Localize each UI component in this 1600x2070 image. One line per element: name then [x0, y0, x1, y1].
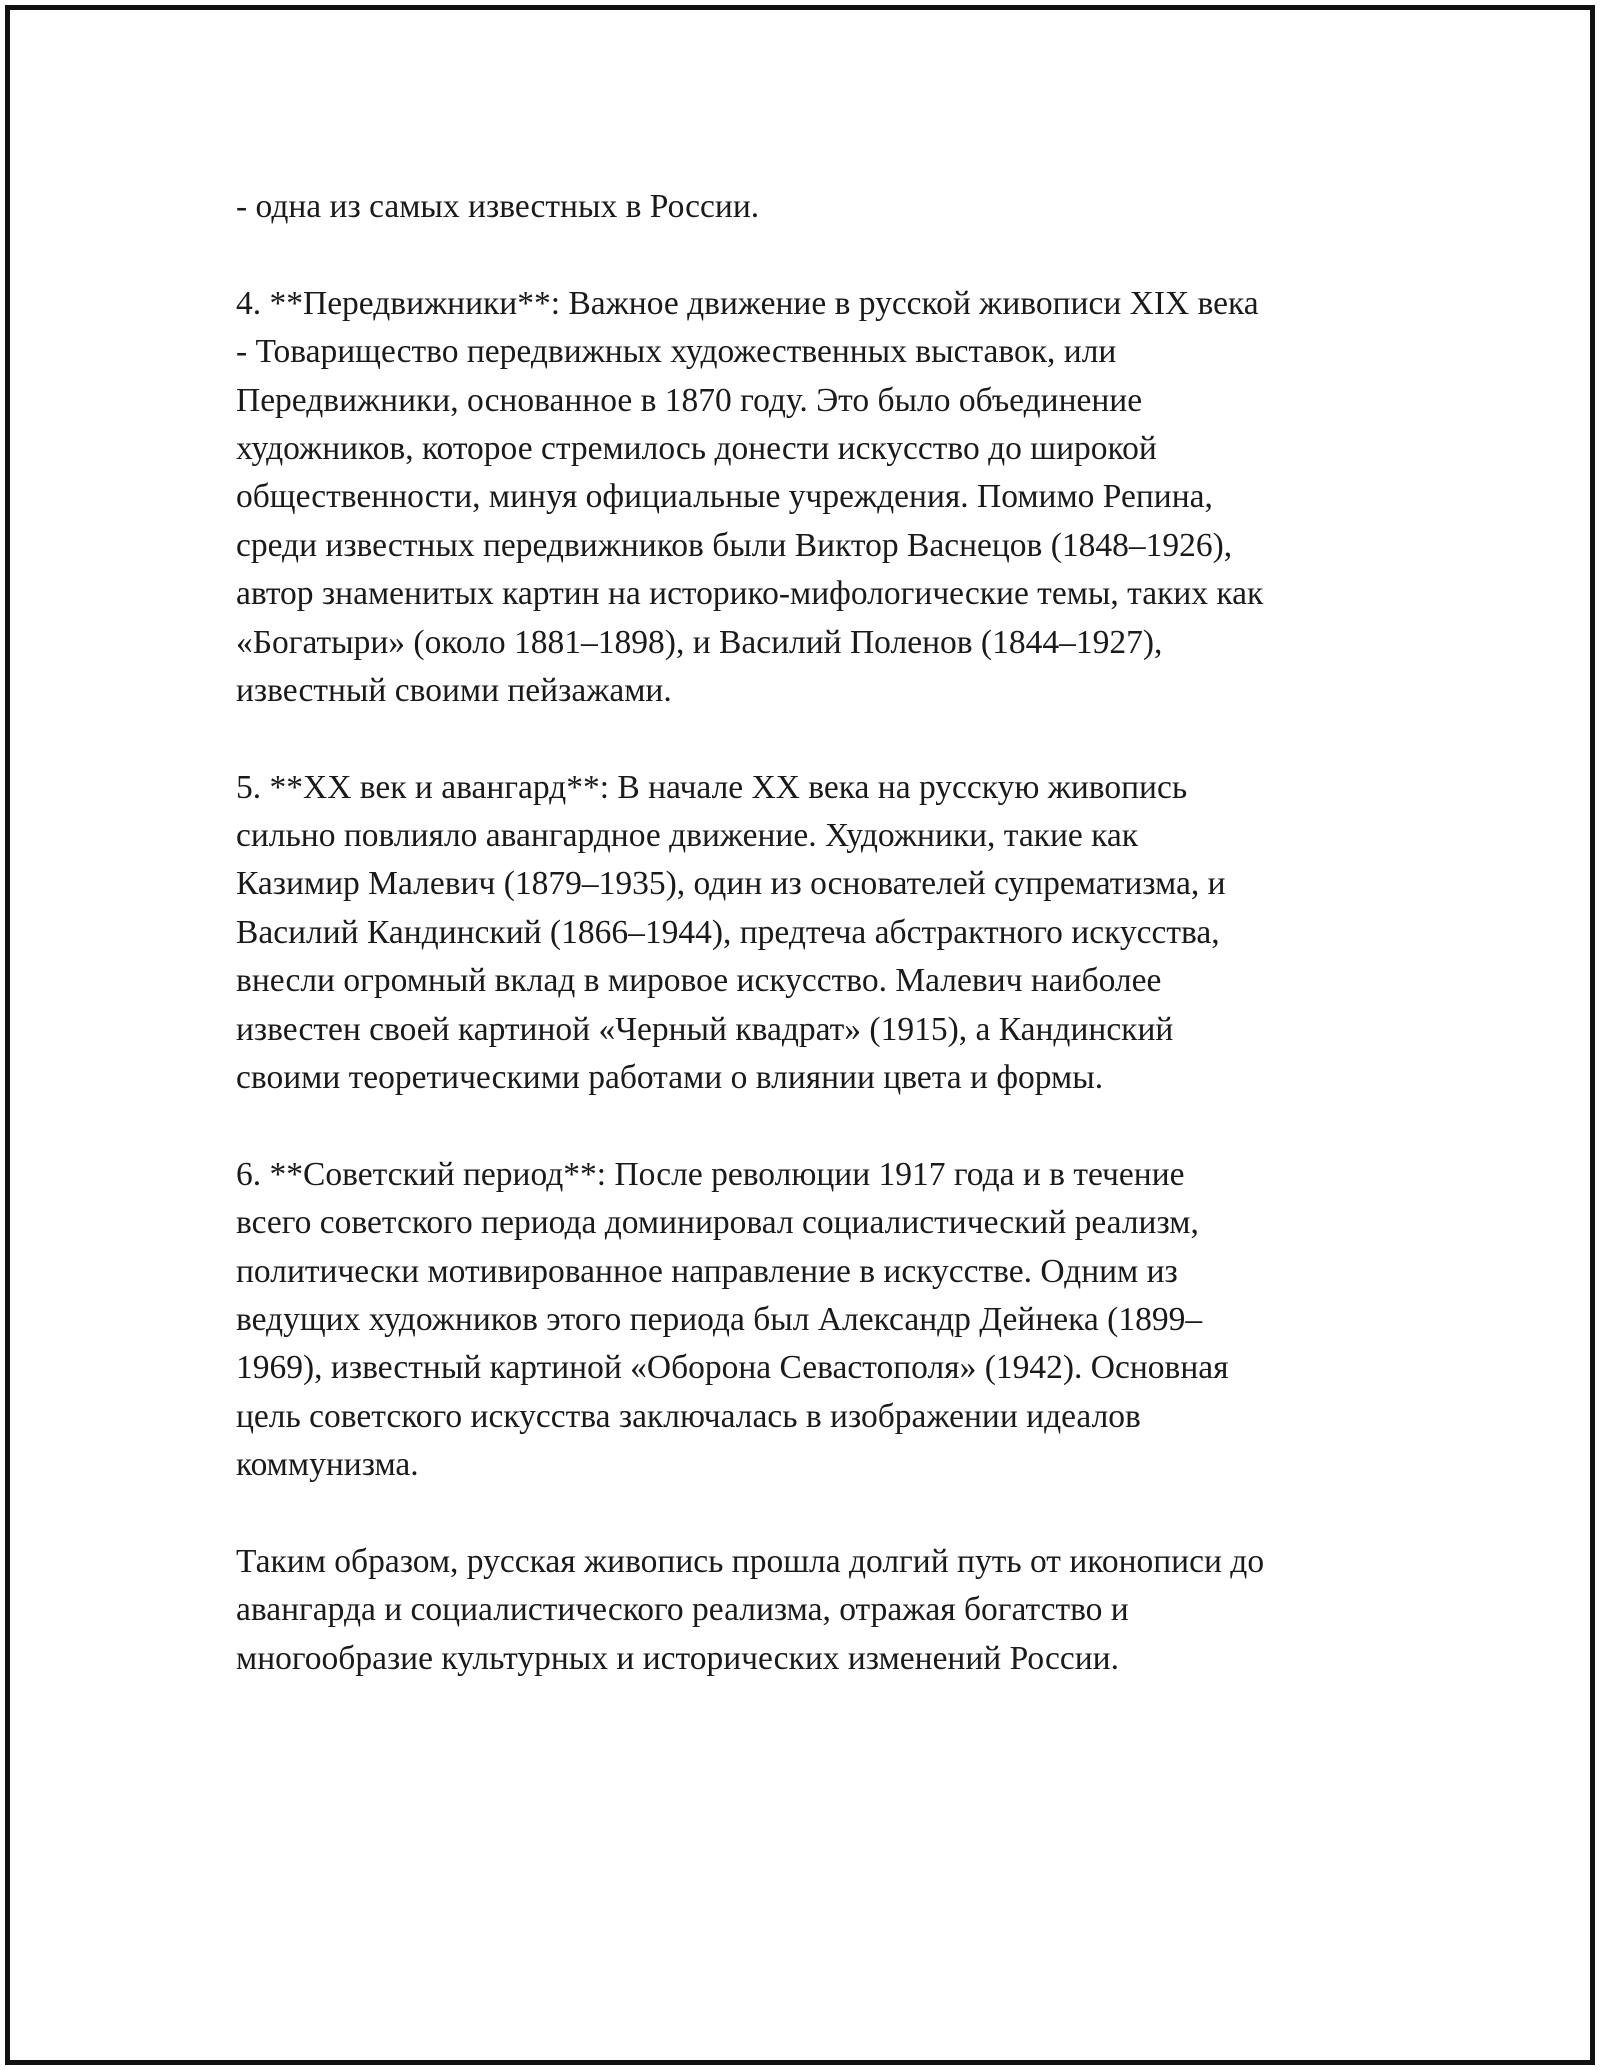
text-line: Казимир Малевич (1879–1935), один из основателей супрематизма, и [236, 865, 1226, 903]
text-line: среди известных передвижников были Виктор Васнецов (1848–1926), [236, 526, 1233, 564]
text-line: 4. **Передвижники**: Важное движение в русской живописи XIX века [236, 284, 1259, 322]
paragraph-gap [236, 1102, 1376, 1150]
paragraph-gap [236, 1490, 1376, 1538]
text-line: Таким образом, русская живопись прошла долгий путь от иконописи до [236, 1542, 1265, 1580]
document-body [236, 183, 1376, 1683]
text-line: Василий Кандинский (1866–1944), предтеча абстрактного искусства, [236, 913, 1220, 951]
text-line: авангарда и социалистического реализма, отражая богатство и [236, 1591, 1129, 1629]
text-line: художников, которое стремилось донести искусство до широкой [236, 429, 1157, 467]
text-line: своими теоретическими работами о влиянии цвета и формы. [236, 1059, 1104, 1097]
paragraph-gap [236, 715, 1376, 763]
text-line: внесли огромный вклад в мировое искусство. Малевич наиболее [236, 962, 1162, 1000]
paragraph-gap [236, 231, 1376, 279]
text-line: - Товарищество передвижных художественных выставок, или [236, 333, 1117, 371]
text-line: сильно повлияло авангардное движение. Художники, такие как [236, 817, 1139, 855]
text-line: многообразие культурных и исторических изменений России. [236, 1639, 1119, 1677]
text-line: политически мотивированное направление в искусстве. Одним из [236, 1252, 1178, 1290]
text-line: - одна из самых известных в России. [236, 188, 760, 225]
text-line: общественности, минуя официальные учреждения. Помимо Репина, [236, 478, 1213, 516]
text-line: автор знаменитых картин на историко-мифологические темы, таких как [236, 575, 1264, 613]
text-line: известный своими пейзажами. [236, 671, 672, 709]
text-line: 1969), известный картиной «Оборона Севастополя» (1942). Основная [236, 1349, 1229, 1387]
text-line: всего советского периода доминировал социалистический реализм, [236, 1204, 1199, 1242]
text-line: Передвижники, основанное в 1870 году. Это было объединение [236, 381, 1143, 419]
text-line: известен своей картиной «Черный квадрат» (1915), а Кандинский [236, 1010, 1174, 1048]
text-line: 6. **Советский период**: После революции 1917 года и в течение [236, 1155, 1185, 1193]
text-line: коммунизма. [236, 1446, 419, 1484]
text-line: «Богатыри» (около 1881–1898), и Василий Поленов (1844–1927), [236, 623, 1163, 661]
text-line: ведущих художников этого периода был Александр Дейнека (1899– [236, 1300, 1203, 1338]
text-line: цель советского искусства заключалась в изображении идеалов [236, 1397, 1141, 1435]
text-line: 5. **XX век и авангард**: В начале XX века на русскую живопись [236, 768, 1188, 806]
